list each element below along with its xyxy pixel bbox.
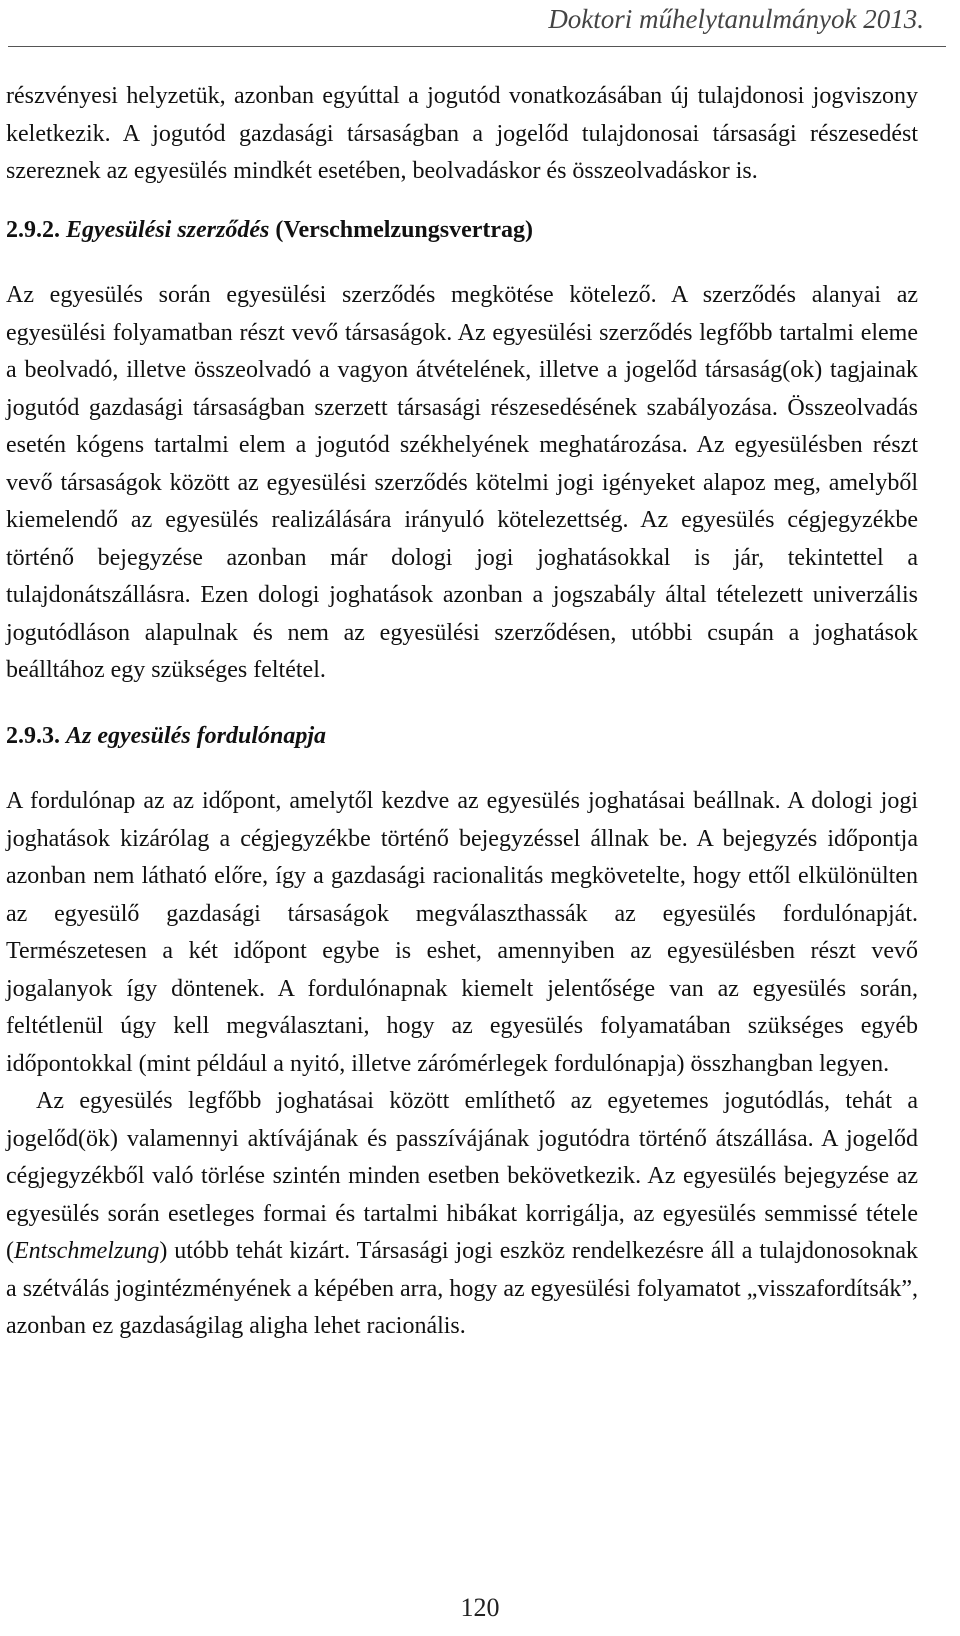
- section-number: 2.9.2.: [6, 216, 60, 243]
- running-head: Doktori műhelytanulmányok 2013.: [548, 4, 924, 34]
- spacer: [6, 191, 918, 212]
- section-title: Az egyesülés fordulónapja: [66, 722, 327, 749]
- italic-term: Entschmelzung: [14, 1238, 160, 1264]
- page-number: 120: [460, 1593, 500, 1622]
- paragraph-text: Az egyesülés legfőbb joghatásai között említhető az egyetemes jogutódlás, tehát a jogelőd(ök) valamennyi aktívájának és passzívájának jogutódra történő átszállása. A jogelőd cégjegyzékből való törlése szintén minden esetben bekövetkezik. Az egyesülés bejegyzése az egyesülés során esetleges formai és tartalmi hibákat korrigálja, az egyesülés semmissé tétele (: [6, 1088, 918, 1264]
- header-rule: [8, 46, 946, 47]
- spacer: [6, 249, 918, 277]
- section-heading-2-9-2: [6, 212, 918, 250]
- spacer: [6, 690, 918, 718]
- section-heading-2-9-3: [6, 718, 918, 756]
- paragraph-reference-date: A fordulónap az az időpont, amelytől kezdve az egyesülés joghatásai beállnak. A dologi jogi joghatások kizárólag a cégjegyzékbe történő bejegyzéssel állnak be. A bejegyzés időpontja azonban nem látható előre, így a gazdasági racionalitás megkövetelte, hogy ettől elkülönülten az egyesülő gazdasági társaságok megválaszthassák az egyesülés fordulónapját. Természetesen a két időpont egybe is eshet, amennyiben az egyesülésben részt vevő jogalanyok így döntenek. A fordulónapnak kiemelt jelentősége van az egyesülés során, feltétlenül úgy kell megválasztani, hogy az egyesülés folyamatában szükséges egyéb időpontokkal (mint például a nyitó, illetve zárómérlegek fordulónapja) összhangban legyen.: [6, 788, 918, 1077]
- paragraph-continuation: részvényesi helyzetük, azonban egyúttal a jogutód vonatkozásában új tulajdonosi jogviszony keletkezik. A jogutód gazdasági társaságban a jogelőd tulajdonosai társasági részesedést szereznek az egyesülés mindkét esetében, beolvadáskor és összeolvadáskor is.: [6, 83, 918, 184]
- spacer: [6, 755, 918, 783]
- section-subtitle: (Verschmelzungsvertrag): [269, 216, 534, 243]
- section-number: 2.9.3.: [6, 722, 60, 749]
- page-body: [6, 78, 918, 1346]
- paragraph-merger-contract: Az egyesülés során egyesülési szerződés megkötése kötelező. A szerződés alanyai az egyesülési folyamatban részt vevő társaságok. Az egyesülési szerződés legfőbb tartalmi eleme a beolvadó, illetve összeolvadó a vagyon átvételének, illetve a jogelőd társaság(ok) tagjainak jogutód gazdasági társaságban szerzett társasági részesedésének szabályozása. Összeolvadás esetén kógens tartalmi elem a jogutód székhelyének meghatározása. Az egyesülésben részt vevő társaságok között az egyesülési szerződés kötelmi jogi igényeket alapoz meg, amelyből kiemelendő az egyesülés realizálására irányuló kötelezettség. Az egyesülés cégjegyzékbe történő bejegyzése azonban már dologi jogi joghatásokkal is jár, tekintettel a tulajdonátszállásra. Ezen dologi joghatások azonban a jogszabály által tételezett univerzális jogutódláson alapulnak és nem az egyesülési szerződésen, utóbbi csupán a joghatások beálltához egy szükséges feltétel.: [6, 282, 918, 683]
- section-title: Egyesülési szerződés: [66, 216, 270, 243]
- paragraph-text: ) utóbb tehát kizárt. Társasági jogi eszköz rendelkezésre áll a tulajdonosoknak a szétválás jogintézményének a képében arra, hogy az egyesülési folyamatot „visszafordítsák”, azonban ez gazdaságilag aligha lehet racionális.: [6, 1238, 918, 1339]
- paragraph-legal-effects: [6, 1083, 918, 1346]
